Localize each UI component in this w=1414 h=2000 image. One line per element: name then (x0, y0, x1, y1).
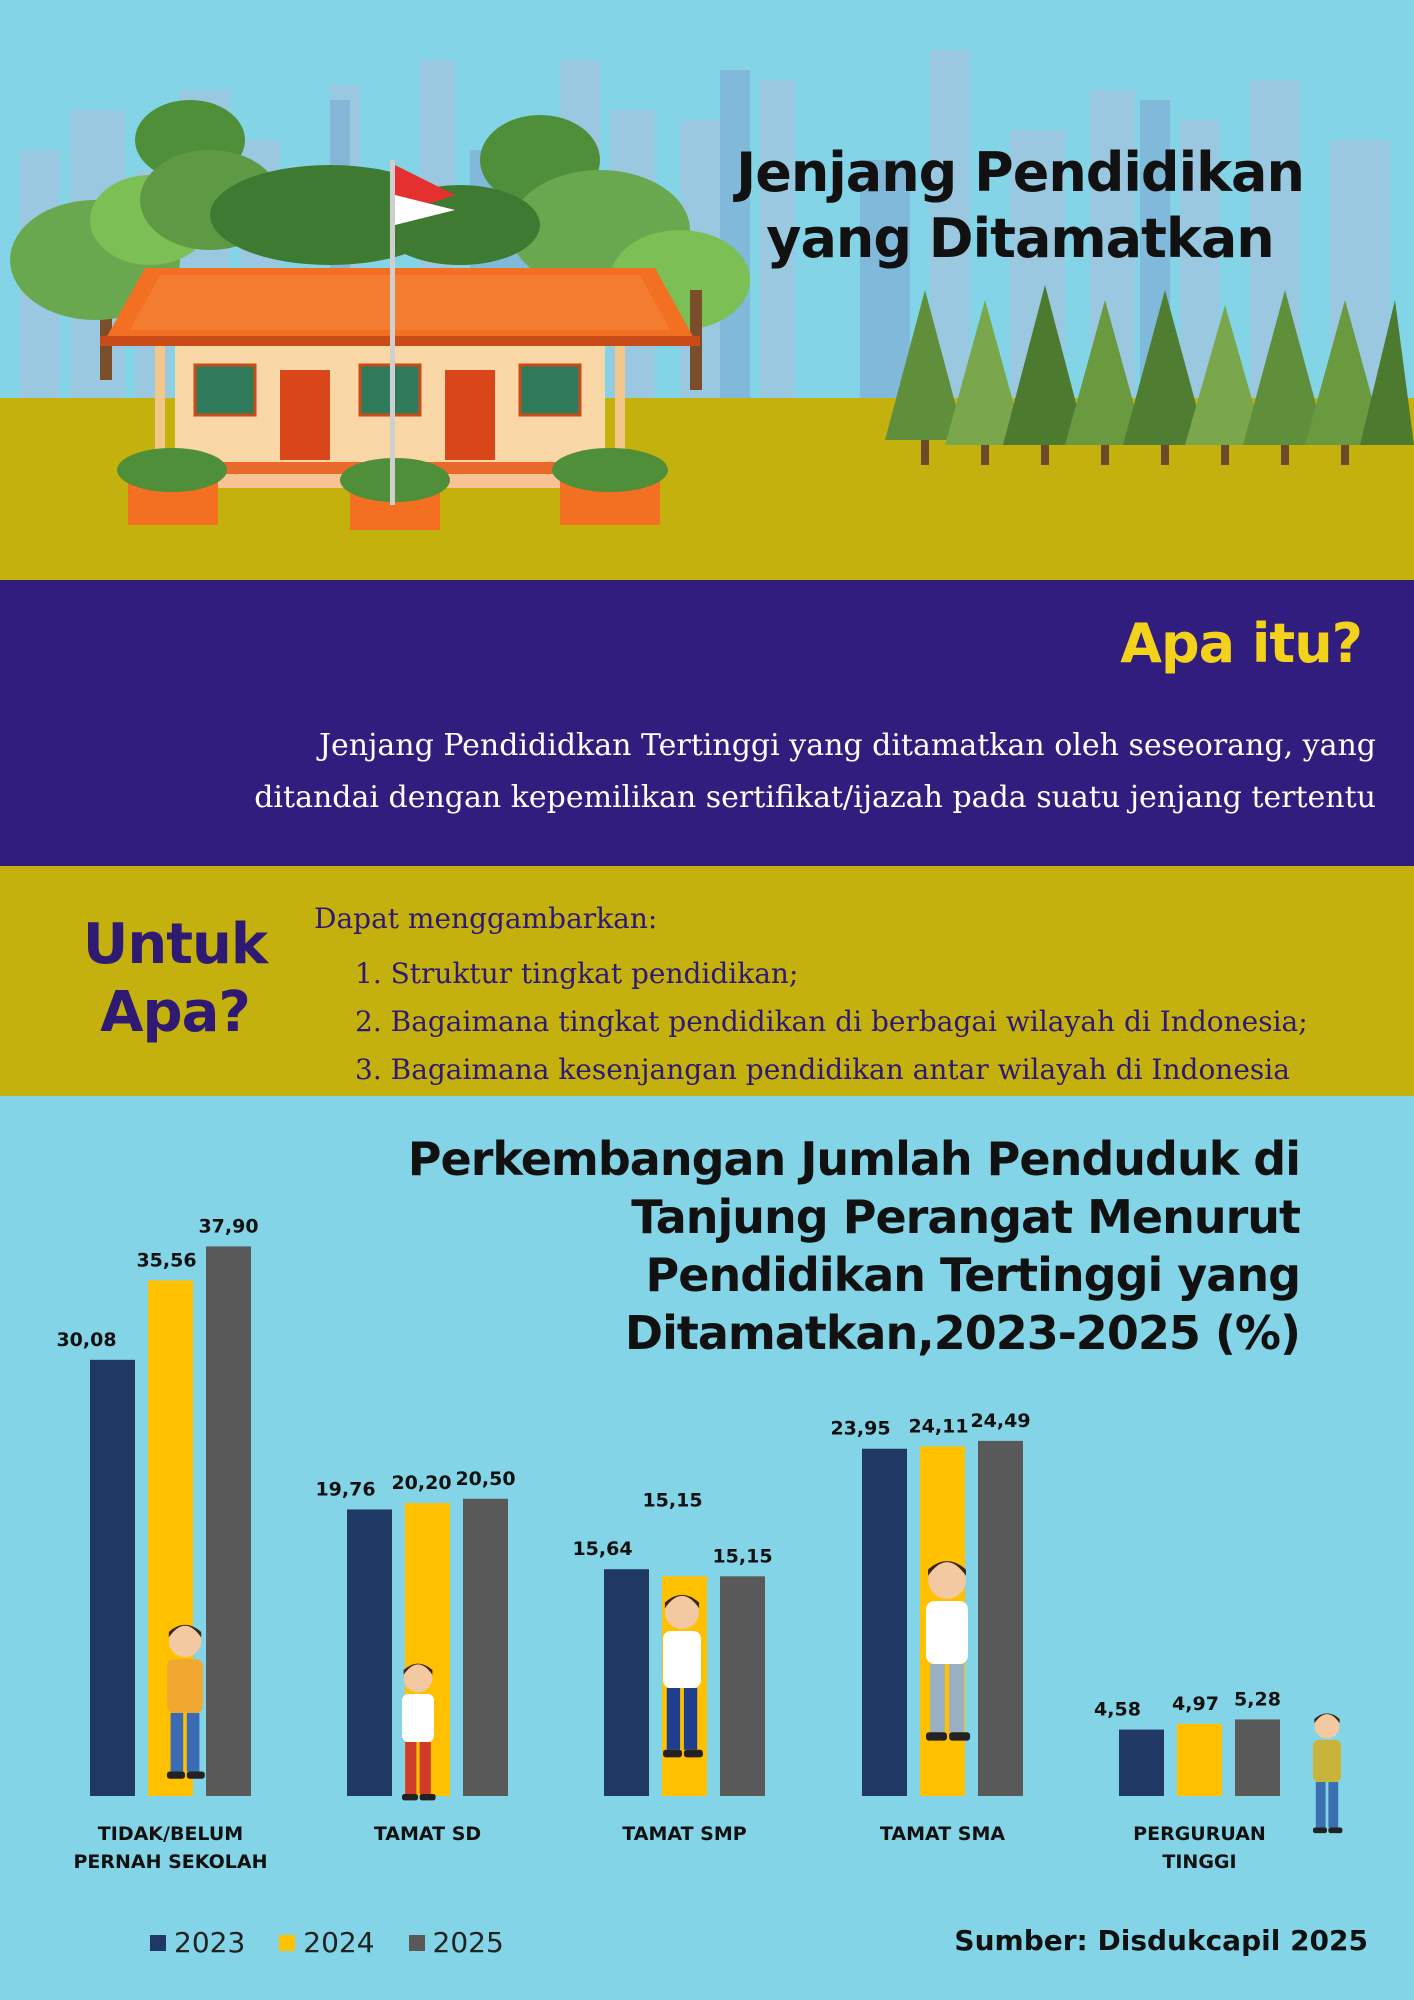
data-label-2024-0: 35,56 (136, 1249, 197, 1272)
legend-label-2025: 2025 (432, 1926, 504, 1959)
data-label-2025-4: 5,28 (1234, 1688, 1281, 1711)
bar-2025-4 (1235, 1719, 1280, 1796)
data-label-2024-1: 20,20 (391, 1472, 452, 1495)
list-item: 1. Struktur tingkat pendidikan; (355, 957, 799, 990)
legend-item-2023 (150, 1926, 245, 1959)
bar-2025-2 (720, 1576, 765, 1796)
bar-2024-0 (148, 1280, 193, 1796)
bar-2023-1 (347, 1509, 392, 1796)
untuk-apa-intro: Dapat menggambarkan: (314, 902, 658, 935)
chart-title-line3: Pendidikan Tertinggi yang (645, 1248, 1300, 1302)
apa-itu-line1: Jenjang Pendididkan Tertinggi yang ditamatkan oleh seseorang, yang (318, 728, 1376, 763)
category-label-1-0: TAMAT SD (373, 1823, 482, 1845)
apa-itu-line2: ditandai dengan kepemilikan sertifikat/ijazah pada suatu jenjang tertentu (254, 780, 1376, 815)
data-label-2023-2: 15,64 (572, 1538, 633, 1561)
bar-2023-3 (862, 1449, 907, 1796)
data-label-2023-3: 23,95 (830, 1417, 891, 1440)
legend-swatch-2023 (150, 1935, 166, 1951)
bar-2023-4 (1119, 1730, 1164, 1796)
legend-swatch-2024 (279, 1935, 295, 1951)
data-label-2025-2: 15,15 (712, 1545, 773, 1568)
main-title-line2: yang Ditamatkan (766, 207, 1274, 270)
data-label-2024-3: 24,11 (908, 1415, 969, 1438)
legend-label-2023: 2023 (174, 1926, 246, 1959)
bar-2023-2 (604, 1569, 649, 1796)
untuk-apa-title-line1: Untuk (82, 912, 268, 977)
apa-itu-description (176, 720, 1376, 824)
data-label-2025-0: 37,90 (198, 1215, 259, 1238)
legend-item-2025 (409, 1926, 504, 1959)
category-label-0-0: TIDAK/BELUM (97, 1823, 244, 1845)
data-label-2025-1: 20,50 (455, 1467, 516, 1490)
category-label-3-0: TAMAT SMA (879, 1823, 1006, 1845)
bar-2025-3 (978, 1441, 1023, 1796)
untuk-apa-list (355, 950, 1308, 1094)
main-title (670, 140, 1370, 272)
chart-legend (150, 1926, 504, 1959)
data-label-2023-1: 19,76 (315, 1478, 376, 1501)
bar-2025-0 (206, 1246, 251, 1796)
category-label-2-0: TAMAT SMP (622, 1823, 747, 1845)
category-label-4-1: TINGGI (1162, 1851, 1237, 1873)
untuk-apa-section (0, 866, 1414, 1096)
bar-2025-1 (463, 1499, 508, 1796)
chart-title-line2: Tanjung Perangat Menurut (631, 1190, 1300, 1244)
data-label-2024-2: 15,15 (642, 1489, 703, 1512)
legend-item-2024 (279, 1926, 374, 1959)
school-scene-image (0, 0, 1414, 580)
category-label-0-1: PERNAH SEKOLAH (73, 1851, 268, 1873)
university-student-illustration (1313, 1713, 1342, 1833)
legend-label-2024: 2024 (303, 1926, 375, 1959)
chart-title-line1: Perkembangan Jumlah Penduduk di (407, 1132, 1300, 1186)
data-label-2023-0: 30,08 (56, 1328, 117, 1351)
category-label-4-0: PERGURUAN (1133, 1823, 1266, 1845)
bar-2024-4 (1177, 1724, 1222, 1796)
bar-2023-0 (90, 1360, 135, 1796)
chart-title-line4: Ditamatkan,2023-2025 (%) (624, 1306, 1300, 1360)
data-label-2023-4: 4,58 (1094, 1698, 1141, 1721)
list-item: 2. Bagaimana tingkat pendidikan di berbagai wilayah di Indonesia; (355, 1005, 1308, 1038)
legend-swatch-2025 (409, 1935, 425, 1951)
bar-group-0 (56, 1215, 258, 1796)
data-label-2025-3: 24,49 (970, 1409, 1031, 1432)
untuk-apa-title-line2: Apa? (100, 980, 250, 1045)
chart-title (280, 1130, 1300, 1362)
main-title-line1: Jenjang Pendidikan (736, 141, 1304, 204)
apa-itu-section (0, 580, 1414, 866)
apa-itu-title: Apa itu? (1120, 612, 1362, 675)
source-note: Sumber: Disdukcapil 2025 (954, 1924, 1368, 1957)
untuk-apa-title (60, 911, 290, 1047)
header-illustration (0, 0, 1414, 580)
list-item: 3. Bagaimana kesenjangan pendidikan antar wilayah di Indonesia (355, 1053, 1290, 1086)
bar-group-4 (1094, 1688, 1281, 1796)
data-label-2024-4: 4,97 (1172, 1692, 1219, 1715)
